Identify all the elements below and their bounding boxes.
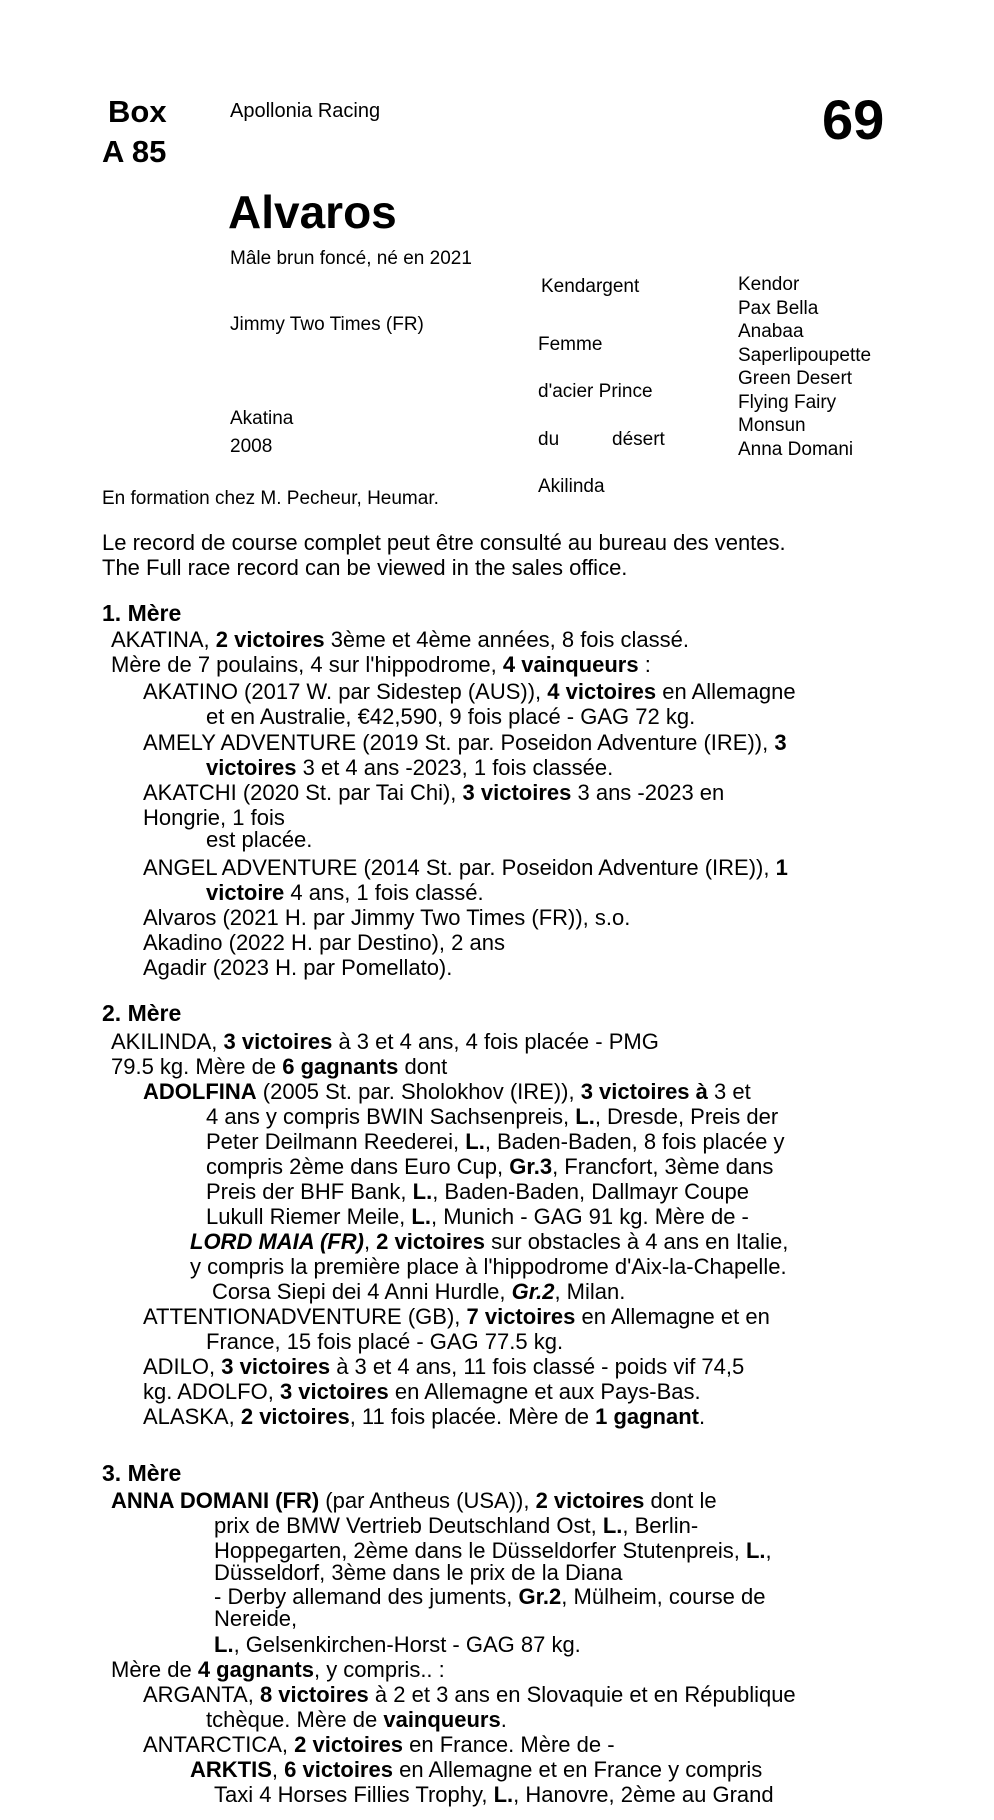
pedigree-gen2: désert xyxy=(612,429,665,450)
text-line: ARKTIS, 6 victoires en Allemagne et en France y compris xyxy=(190,1757,763,1782)
text-line: Hoppegarten, 2ème dans le Düsseldorfer Stutenpreis, L., xyxy=(214,1538,772,1563)
text-line: Düsseldorf, 3ème dans le prix de la Diana xyxy=(214,1560,623,1585)
text-line: L., Gelsenkirchen-Horst - GAG 87 kg. xyxy=(214,1632,581,1657)
box-number: A 85 xyxy=(102,134,167,169)
text-line: Peter Deilmann Reederei, L., Baden-Baden, 8 fois placée y xyxy=(206,1129,785,1154)
notice-en: The Full race record can be viewed in the sales office. xyxy=(102,555,628,580)
dam-name: Akatina xyxy=(230,408,294,429)
text-line: Hongrie, 1 fois xyxy=(143,805,285,830)
pedigree-gen3: Kendor xyxy=(738,274,800,295)
notice-fr: Le record de course complet peut être consulté au bureau des ventes. xyxy=(102,530,786,555)
text-line: y compris la première place à l'hippodrome d'Aix-la-Chapelle. xyxy=(190,1254,787,1279)
text-line: ANNA DOMANI (FR) (par Antheus (USA)), 2 victoires dont le xyxy=(111,1488,717,1513)
text-line: prix de BMW Vertrieb Deutschland Ost, L., Berlin- xyxy=(214,1513,699,1538)
text-line: Nereide, xyxy=(214,1606,298,1631)
horse-name: Alvaros xyxy=(228,186,397,238)
text-line: AKATINA, 2 victoires 3ème et 4ème années, 8 fois classé. xyxy=(111,627,690,652)
text-line: Taxi 4 Horses Fillies Trophy, L., Hanovre, 2ème au Grand xyxy=(214,1782,774,1807)
text-line: LORD MAIA (FR), 2 victoires sur obstacles à 4 ans en Italie, xyxy=(190,1229,789,1254)
text-line: ANTARCTICA, 2 victoires en France. Mère de - xyxy=(143,1732,615,1757)
dam-year: 2008 xyxy=(230,436,273,457)
text-line: ANGEL ADVENTURE (2014 St. par. Poseidon Adventure (IRE)), 1 xyxy=(143,855,788,880)
text-line: compris 2ème dans Euro Cup, Gr.3, Francfort, 3ème dans xyxy=(206,1154,774,1179)
pedigree-gen3: Saperlipoupette xyxy=(738,345,872,366)
text-line: 79.5 kg. Mère de 6 gagnants dont xyxy=(111,1054,448,1079)
horse-description: Mâle brun foncé, né en 2021 xyxy=(230,248,472,269)
text-line: victoires 3 et 4 ans -2023, 1 fois classée. xyxy=(206,755,614,780)
text-line: Mère de 7 poulains, 4 sur l'hippodrome, 4 vainqueurs : xyxy=(111,652,651,677)
section-title: 2. Mère xyxy=(102,1000,182,1026)
text-line: Mère de 4 gagnants, y compris.. : xyxy=(111,1657,445,1682)
text-line: ARGANTA, 8 victoires à 2 et 3 ans en Slovaquie et en République xyxy=(143,1682,796,1707)
text-line: AKATINO (2017 W. par Sidestep (AUS)), 4 victoires en Allemagne xyxy=(143,679,796,704)
pedigree-gen3: Anabaa xyxy=(738,321,804,342)
text-line: ALASKA, 2 victoires, 11 fois placée. Mère de 1 gagnant. xyxy=(143,1404,706,1429)
training-info: En formation chez M. Pecheur, Heumar. xyxy=(102,488,439,509)
text-line: AKATCHI (2020 St. par Tai Chi), 3 victoires 3 ans -2023 en xyxy=(143,780,725,805)
lot-number: 69 xyxy=(822,88,885,151)
pedigree-gen2: Femme xyxy=(538,334,603,355)
text-line: France, 15 fois placé - GAG 77.5 kg. xyxy=(206,1329,564,1354)
text-line: Akadino (2022 H. par Destino), 2 ans xyxy=(143,930,505,955)
pedigree-gen3: Anna Domani xyxy=(738,439,854,460)
pedigree-gen2: Akilinda xyxy=(538,476,605,497)
pedigree-gen3: Flying Fairy xyxy=(738,392,837,413)
text-line: Lukull Riemer Meile, L., Munich - GAG 91 kg. Mère de - xyxy=(206,1204,749,1229)
text-line: victoire 4 ans, 1 fois classé. xyxy=(206,880,484,905)
text-line: ADILO, 3 victoires à 3 et 4 ans, 11 fois classé - poids vif 74,5 xyxy=(143,1354,745,1379)
sire-name: Jimmy Two Times (FR) xyxy=(230,314,424,335)
box-label: Box xyxy=(108,94,167,129)
text-line: Corsa Siepi dei 4 Anni Hurdle, Gr.2, Milan. xyxy=(212,1279,626,1304)
text-line: AKILINDA, 3 victoires à 3 et 4 ans, 4 fois placée - PMG xyxy=(111,1029,659,1054)
text-line: Preis der BHF Bank, L., Baden-Baden, Dallmayr Coupe xyxy=(206,1179,749,1204)
pedigree-gen2: d'acier Prince xyxy=(538,381,653,402)
text-line: ATTENTIONADVENTURE (GB), 7 victoires en Allemagne et en xyxy=(143,1304,770,1329)
text-line: 4 ans y compris BWIN Sachsenpreis, L., Dresde, Preis der xyxy=(206,1104,779,1129)
consignor: Apollonia Racing xyxy=(230,100,381,122)
text-line: tchèque. Mère de vainqueurs. xyxy=(206,1707,507,1732)
pedigree-gen3: Pax Bella xyxy=(738,298,819,319)
pedigree-gen3: Green Desert xyxy=(738,368,853,389)
text-line: Agadir (2023 H. par Pomellato). xyxy=(143,955,453,980)
text-line: Alvaros (2021 H. par Jimmy Two Times (FR)), s.o. xyxy=(143,905,631,930)
text-line: AMELY ADVENTURE (2019 St. par. Poseidon Adventure (IRE)), 3 xyxy=(143,730,787,755)
text-line: - Derby allemand des juments, Gr.2, Mülheim, course de xyxy=(214,1584,766,1609)
section-title: 1. Mère xyxy=(102,600,182,626)
pedigree-gen3: Monsun xyxy=(738,415,806,436)
text-line: est placée. xyxy=(206,827,313,852)
pedigree-gen2: du xyxy=(538,429,560,450)
text-line: ADOLFINA (2005 St. par. Sholokhov (IRE)), 3 victoires à 3 et xyxy=(143,1079,751,1104)
text-line: kg. ADOLFO, 3 victoires en Allemagne et aux Pays-Bas. xyxy=(143,1379,701,1404)
text-line: et en Australie, €42,590, 9 fois placé - GAG 72 kg. xyxy=(206,704,696,729)
section-title: 3. Mère xyxy=(102,1460,182,1486)
pedigree-gen2: Kendargent xyxy=(541,276,640,297)
